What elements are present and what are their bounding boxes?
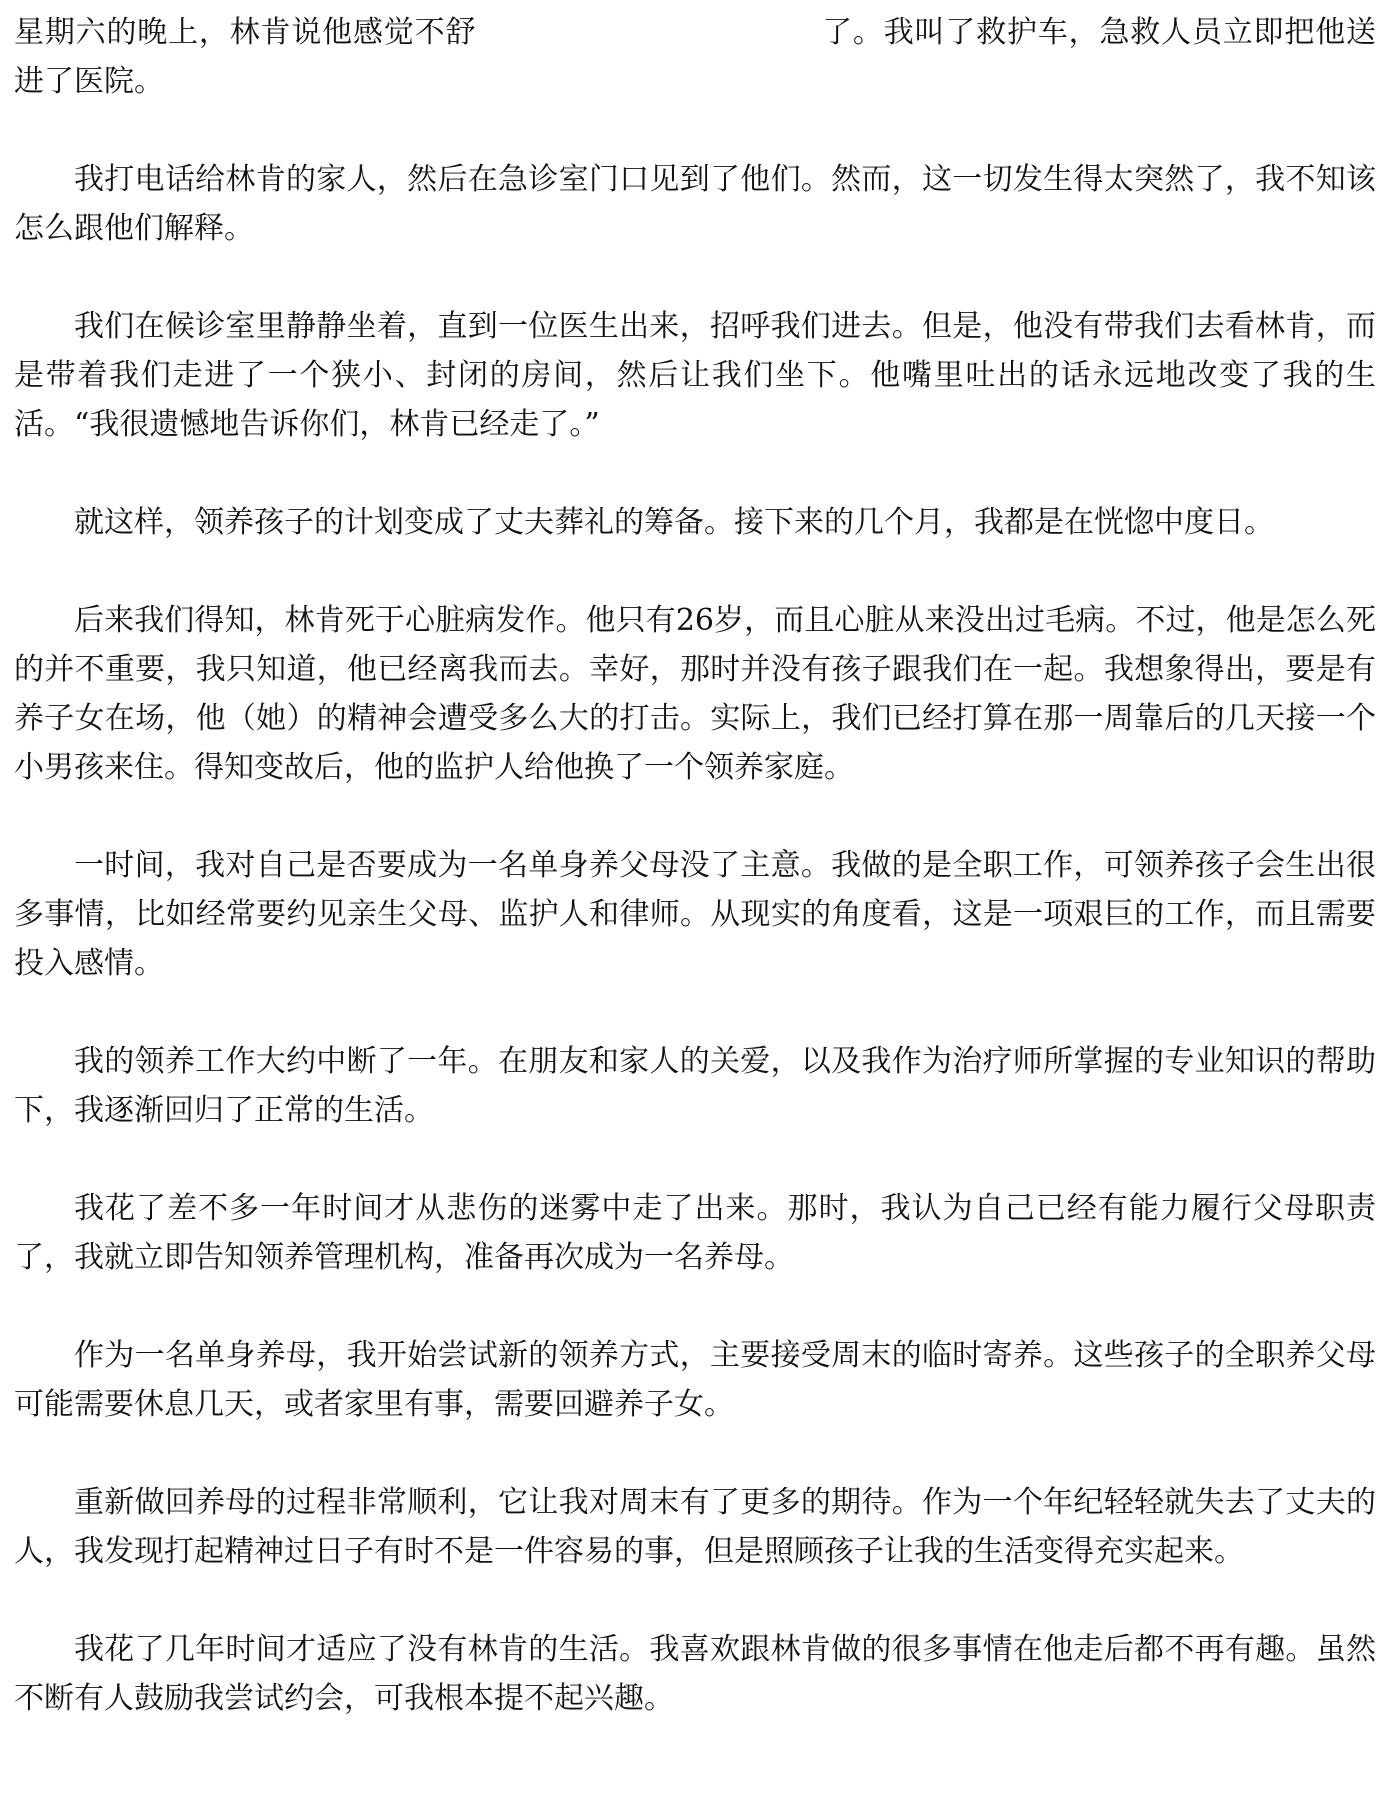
paragraph-3: 我们在候诊室里静静坐着，直到一位医生出来，招呼我们进去。但是，他没有带我们去看林肯，而是带着我们走进了一个狭小、封闭的房间，然后让我们坐下。他嘴里吐出的话永远地改变了我的生活。“我很遗憾地告诉你们，林肯已经走了。” xyxy=(14,309,1376,442)
document-page xyxy=(14,8,1376,1772)
paragraph-8: 我花了差不多一年时间才从悲伤的迷雾中走了出来。那时，我认为自己已经有能力履行父母职责了，我就立即告知领养管理机构，准备再次成为一名养母。 xyxy=(14,1191,1376,1275)
paragraph-1-after-gap: 了。我叫了救护车，急救人员立即把他送进了医院。 xyxy=(14,15,1377,99)
paragraph-11: 我花了几年时间才适应了没有林肯的生活。我喜欢跟林肯做的很多事情在他走后都不再有趣。虽然不断有人鼓励我尝试约会，可我根本提不起兴趣。 xyxy=(14,1632,1376,1716)
blank-gap xyxy=(476,41,821,42)
paragraph-7: 我的领养工作大约中断了一年。在朋友和家人的关爱，以及我作为治疗师所掌握的专业知识的帮助下，我逐渐回归了正常的生活。 xyxy=(14,1044,1376,1128)
paragraph-5: 后来我们得知，林肯死于心脏病发作。他只有26岁，而且心脏从来没出过毛病。不过，他是怎么死的并不重要，我只知道，他已经离我而去。幸好，那时并没有孩子跟我们在一起。我想象得出，要是有养子女在场，他（她）的精神会遭受多么大的打击。实际上，我们已经打算在那一周靠后的几天接一个小男孩来住。得知变故后，他的监护人给他换了一个领养家庭。 xyxy=(14,603,1376,785)
paragraph-6: 一时间，我对自己是否要成为一名单身养父母没了主意。我做的是全职工作，可领养孩子会生出很多事情，比如经常要约见亲生父母、监护人和律师。从现实的角度看，这是一项艰巨的工作，而且需要投入感情。 xyxy=(14,848,1376,981)
paragraph-4: 就这样，领养孩子的计划变成了丈夫葬礼的筹备。接下来的几个月，我都是在恍惚中度日。 xyxy=(74,505,1274,540)
paragraph-2: 我打电话给林肯的家人，然后在急诊室门口见到了他们。然而，这一切发生得太突然了，我不知该怎么跟他们解释。 xyxy=(14,162,1376,246)
paragraph-10: 重新做回养母的过程非常顺利，它让我对周末有了更多的期待。作为一个年纪轻轻就失去了丈夫的人，我发现打起精神过日子有时不是一件容易的事，但是照顾孩子让我的生活变得充实起来。 xyxy=(14,1485,1376,1569)
paragraph-9: 作为一名单身养母，我开始尝试新的领养方式，主要接受周末的临时寄养。这些孩子的全职养父母可能需要休息几天，或者家里有事，需要回避养子女。 xyxy=(14,1338,1376,1422)
paragraph-1 xyxy=(14,8,1376,106)
paragraph-1-before-gap: 星期六的晚上，林肯说他感觉不舒 xyxy=(14,15,477,50)
